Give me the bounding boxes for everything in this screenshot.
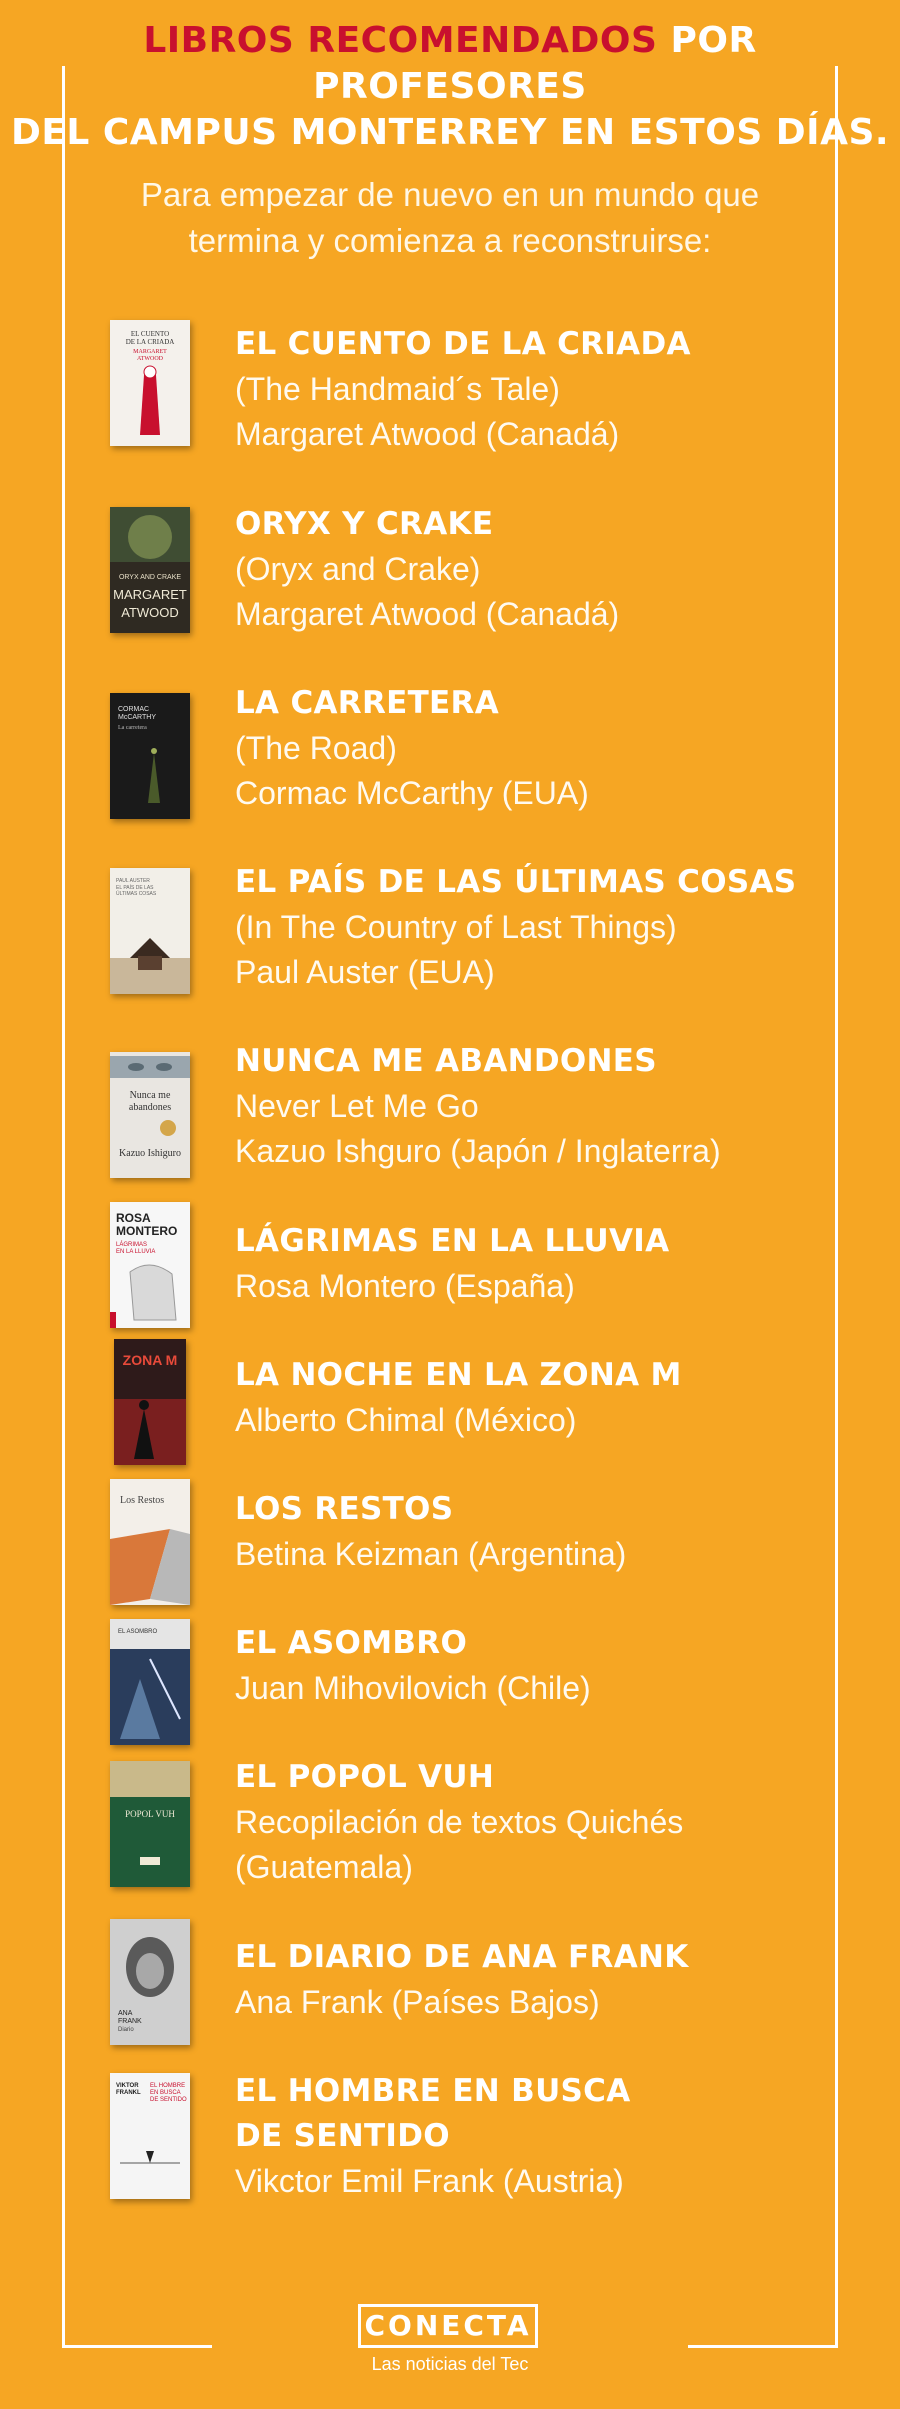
svg-text:Kazuo Ishiguro: Kazuo Ishiguro [119,1148,181,1159]
svg-text:EL CUENTO: EL CUENTO [130,330,170,338]
book-title: EL HOMBRE EN BUSCA [235,2073,631,2109]
book-author: Juan Mihovilovich (Chile) [235,1670,591,1706]
book-detail: Recopilación de textos Quichés [235,1804,684,1840]
svg-text:MONTERO: MONTERO [116,1224,178,1238]
book-author: Rosa Montero (España) [235,1268,575,1304]
title-highlight: LIBROS RECOMENDADOS [143,20,658,61]
cover-image-icon [110,1619,190,1745]
svg-text:MARGARET: MARGARET [113,587,187,602]
book-detail: (In The Country of Last Things) [235,909,677,945]
footer-tagline: Las noticias del Tec [371,2354,529,2374]
book-author: Kazuo Ishguro (Japón / Inglaterra) [235,1133,721,1169]
book-cover [110,2073,190,2199]
book-cover [110,693,190,819]
book-cover [110,1202,190,1328]
cover-image-icon [110,1919,190,2045]
book-detail: Never Let Me Go [235,1088,479,1124]
svg-text:ROSA: ROSA [116,1211,151,1225]
book-detail: (Oryx and Crake) [235,551,481,587]
svg-text:FRANKL: FRANKL [116,2090,141,2096]
svg-text:ATWOOD: ATWOOD [121,605,179,620]
svg-text:La carretera: La carretera [118,725,147,731]
book-cover [110,507,190,633]
svg-text:Diario: Diario [118,2027,134,2033]
book-title: NUNCA ME ABANDONES [235,1043,657,1079]
cover-image-icon [110,2073,190,2199]
book-author: Ana Frank (Países Bajos) [235,1984,600,2020]
cover-image-icon [110,1202,190,1328]
book-author: Cormac McCarthy (EUA) [235,775,589,811]
book-title: EL ASOMBRO [235,1625,468,1661]
svg-text:ÚLTIMAS COSAS: ÚLTIMAS COSAS [116,891,157,897]
svg-text:CORMAC: CORMAC [118,706,150,713]
frame-bottom-left-line [62,2345,212,2348]
page-title [0,18,900,156]
book-cover [110,1919,190,2045]
cover-image-icon [110,1479,190,1605]
svg-text:EL HOMBRE: EL HOMBRE [150,2083,186,2089]
book-title-line-2: DE SENTIDO [235,2118,450,2154]
intro-text [0,172,900,264]
book-title: LA NOCHE EN LA ZONA M [235,1357,682,1393]
svg-text:EN BUSCA: EN BUSCA [150,2090,181,2096]
book-author: (Guatemala) [235,1849,413,1885]
cover-image-icon [110,868,190,994]
cover-image-icon [110,1052,190,1178]
cover-image-icon [110,320,190,446]
book-cover [110,1619,190,1745]
svg-text:DE LA CRIADA: DE LA CRIADA [125,338,175,346]
frame-bottom-right-line [688,2345,838,2348]
book-title: LA CARRETERA [235,685,499,721]
cover-image-icon [110,1761,190,1887]
svg-text:MARGARET: MARGARET [133,349,167,355]
intro-line-1: Para empezar de nuevo en un mundo que [140,176,760,213]
book-title: LÁGRIMAS EN LA LLUVIA [235,1223,670,1259]
book-author: Alberto Chimal (México) [235,1402,577,1438]
intro-line-2: termina y comienza a reconstruirse: [188,222,712,259]
svg-text:EL ASOMBRO: EL ASOMBRO [118,1629,158,1635]
svg-text:EL PAÍS DE LAS: EL PAÍS DE LAS [116,885,154,891]
book-title: EL CUENTO DE LA CRIADA [235,326,691,362]
book-author: Margaret Atwood (Canadá) [235,416,620,452]
svg-text:Los Restos: Los Restos [120,1495,165,1506]
svg-text:POPOL VUH: POPOL VUH [125,1809,175,1819]
svg-text:LÁGRIMAS: LÁGRIMAS [116,1242,148,1248]
cover-image-icon [110,507,190,633]
title-line-2: DEL CAMPUS MONTERREY EN ESTOS DÍAS. [10,112,890,153]
frame-left-line [62,66,65,2348]
book-author: Vikctor Emil Frank (Austria) [235,2163,624,2199]
book-author: Margaret Atwood (Canadá) [235,596,620,632]
book-cover [110,1761,190,1887]
svg-text:McCARTHY: McCARTHY [118,714,156,721]
conecta-logo: CONECTA [358,2304,538,2348]
book-cover [110,868,190,994]
book-cover [110,320,190,446]
book-cover [110,1052,190,1178]
svg-text:Nunca me: Nunca me [129,1090,171,1101]
svg-text:ORYX AND CRAKE: ORYX AND CRAKE [118,574,182,581]
book-title: EL PAÍS DE LAS ÚLTIMAS COSAS [235,864,797,900]
svg-text:ANA: ANA [118,2010,133,2017]
book-title: EL POPOL VUH [235,1759,495,1795]
book-title: ORYX Y CRAKE [235,506,494,542]
svg-text:DE SENTIDO: DE SENTIDO [150,2097,187,2103]
svg-text:ZONA M: ZONA M [122,1352,178,1368]
svg-text:EN LA LLUVIA: EN LA LLUVIA [116,1249,156,1255]
book-author: Paul Auster (EUA) [235,954,495,990]
cover-image-icon [110,693,190,819]
cover-image-icon [114,1339,186,1465]
book-detail: (The Road) [235,730,397,766]
svg-text:FRANK: FRANK [118,2018,142,2025]
svg-text:abandones: abandones [128,1102,172,1113]
book-cover [114,1339,186,1465]
book-title: LOS RESTOS [235,1491,454,1527]
book-author: Betina Keizman (Argentina) [235,1536,627,1572]
title-rest: POR PROFESORES [313,20,757,107]
svg-text:ATWOOD: ATWOOD [137,356,163,362]
book-cover [110,1479,190,1605]
book-title: EL DIARIO DE ANA FRANK [235,1939,689,1975]
svg-text:PAUL AUSTER: PAUL AUSTER [116,878,150,884]
svg-text:VIKTOR: VIKTOR [116,2083,139,2089]
book-detail: (The Handmaid´s Tale) [235,371,560,407]
